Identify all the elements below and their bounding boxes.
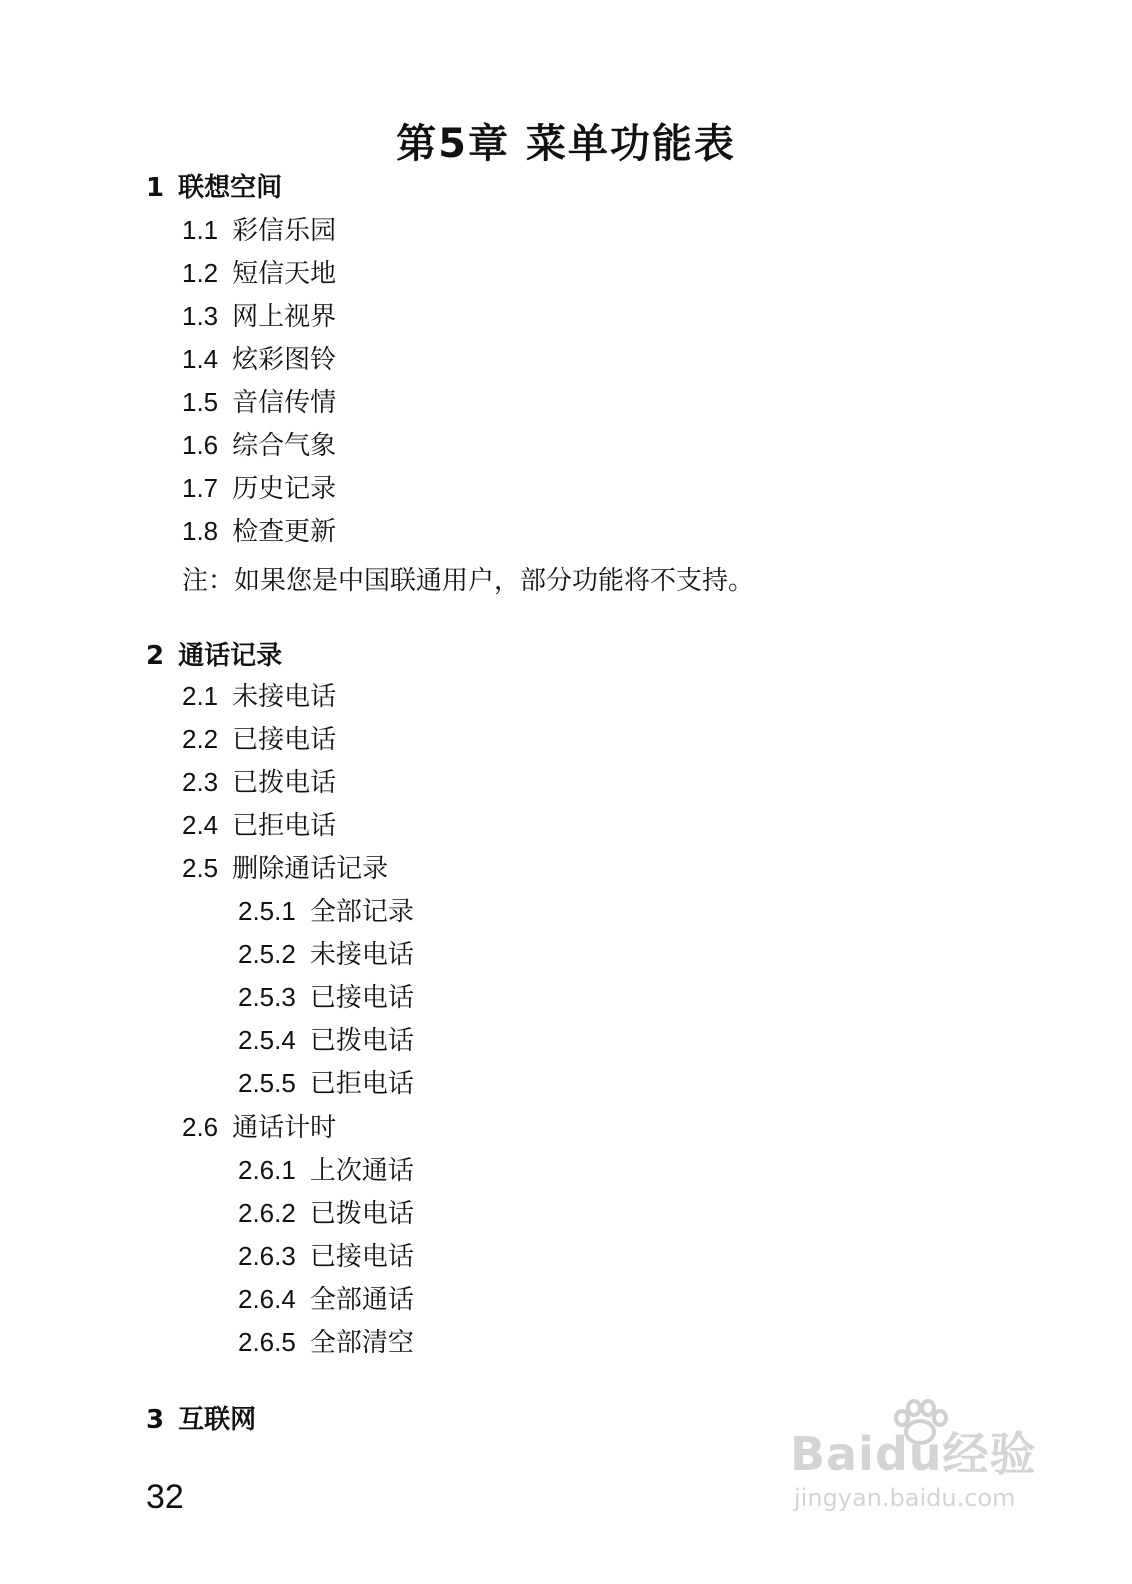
section-label: 互联网 bbox=[178, 1405, 257, 1435]
item-number: 2.4 bbox=[182, 810, 219, 840]
subitem-label: 已拨电话 bbox=[309, 1199, 414, 1229]
item-number: 2.5 bbox=[182, 853, 219, 883]
section-heading bbox=[146, 172, 282, 204]
section-label: 通话记录 bbox=[178, 641, 283, 671]
menu-item bbox=[182, 257, 336, 290]
subitem-number: 2.5.4 bbox=[238, 1025, 296, 1055]
menu-item bbox=[182, 723, 336, 756]
menu-item bbox=[182, 300, 336, 333]
item-label: 短信天地 bbox=[232, 259, 337, 289]
menu-item bbox=[182, 852, 388, 885]
subitem-number: 2.5.3 bbox=[238, 982, 296, 1012]
item-label: 已接电话 bbox=[232, 725, 337, 755]
item-label: 炫彩图铃 bbox=[232, 345, 337, 375]
item-number: 2.3 bbox=[182, 767, 219, 797]
menu-item bbox=[182, 472, 336, 505]
baidu-watermark bbox=[790, 1398, 1070, 1528]
subitem-number: 2.6.1 bbox=[238, 1155, 296, 1185]
section-label: 联想空间 bbox=[178, 173, 283, 203]
subitem-label: 全部清空 bbox=[309, 1328, 414, 1358]
subitem-number: 2.6.3 bbox=[238, 1241, 296, 1271]
subitem-number: 2.5.1 bbox=[238, 896, 296, 926]
section-number: 3 bbox=[146, 1405, 165, 1435]
item-number: 1.3 bbox=[182, 301, 219, 331]
menu-item bbox=[182, 214, 336, 247]
item-number: 1.7 bbox=[182, 473, 219, 503]
watermark-logo: Baidu经验 bbox=[790, 1427, 1037, 1481]
item-label: 网上视界 bbox=[232, 302, 337, 332]
item-number: 2.1 bbox=[182, 681, 219, 711]
section-heading bbox=[146, 1404, 256, 1436]
item-label: 删除通话记录 bbox=[232, 854, 389, 884]
menu-subitem bbox=[238, 1240, 414, 1273]
subitem-number: 2.5.5 bbox=[238, 1068, 296, 1098]
subitem-number: 2.6.2 bbox=[238, 1198, 296, 1228]
subitem-label: 全部记录 bbox=[309, 897, 414, 927]
page-number: 32 bbox=[146, 1478, 184, 1516]
subitem-number: 2.6.5 bbox=[238, 1327, 296, 1357]
subitem-label: 上次通话 bbox=[309, 1156, 414, 1186]
item-number: 1.2 bbox=[182, 258, 219, 288]
menu-item bbox=[182, 386, 336, 419]
item-number: 1.1 bbox=[182, 215, 219, 245]
section-number: 2 bbox=[146, 641, 165, 671]
menu-subitem bbox=[238, 938, 414, 971]
subitem-label: 未接电话 bbox=[309, 940, 414, 970]
item-label: 彩信乐园 bbox=[232, 216, 337, 246]
menu-subitem bbox=[238, 1024, 414, 1057]
watermark-url: jingyan.baidu.com bbox=[794, 1484, 1016, 1512]
item-label: 未接电话 bbox=[232, 682, 337, 712]
item-number: 1.4 bbox=[182, 344, 219, 374]
item-label: 已拒电话 bbox=[232, 811, 337, 841]
subitem-label: 已接电话 bbox=[309, 1242, 414, 1272]
item-label: 通话计时 bbox=[232, 1113, 337, 1143]
chapter-title: 第5章 菜单功能表 bbox=[396, 121, 736, 167]
menu-item bbox=[182, 766, 336, 799]
item-number: 1.5 bbox=[182, 387, 219, 417]
menu-subitem bbox=[238, 1326, 414, 1359]
menu-subitem bbox=[238, 1067, 414, 1100]
subitem-label: 已接电话 bbox=[309, 983, 414, 1013]
menu-subitem bbox=[238, 1283, 414, 1316]
menu-item bbox=[182, 680, 336, 713]
item-label: 检查更新 bbox=[232, 517, 337, 547]
item-number: 1.8 bbox=[182, 516, 219, 546]
item-label: 综合气象 bbox=[232, 431, 337, 461]
item-label: 历史记录 bbox=[232, 474, 337, 504]
subitem-label: 已拨电话 bbox=[309, 1026, 414, 1056]
menu-subitem bbox=[238, 981, 414, 1014]
subitem-number: 2.6.4 bbox=[238, 1284, 296, 1314]
menu-item bbox=[182, 809, 336, 842]
item-number: 1.6 bbox=[182, 430, 219, 460]
item-label: 音信传情 bbox=[232, 388, 337, 418]
subitem-number: 2.5.2 bbox=[238, 939, 296, 969]
menu-subitem bbox=[238, 895, 414, 928]
item-label: 已拨电话 bbox=[232, 768, 337, 798]
item-number: 2.6 bbox=[182, 1112, 219, 1142]
section-note: 注：如果您是中国联通用户，部分功能将不支持。 bbox=[182, 566, 755, 596]
section-number: 1 bbox=[146, 173, 165, 203]
menu-subitem bbox=[238, 1154, 414, 1187]
menu-item bbox=[182, 1111, 336, 1144]
menu-subitem bbox=[238, 1197, 414, 1230]
subitem-label: 全部通话 bbox=[309, 1285, 414, 1315]
section-heading bbox=[146, 640, 282, 672]
menu-item bbox=[182, 429, 336, 462]
subitem-label: 已拒电话 bbox=[309, 1069, 414, 1099]
menu-item bbox=[182, 515, 336, 548]
menu-item bbox=[182, 343, 336, 376]
item-number: 2.2 bbox=[182, 724, 219, 754]
